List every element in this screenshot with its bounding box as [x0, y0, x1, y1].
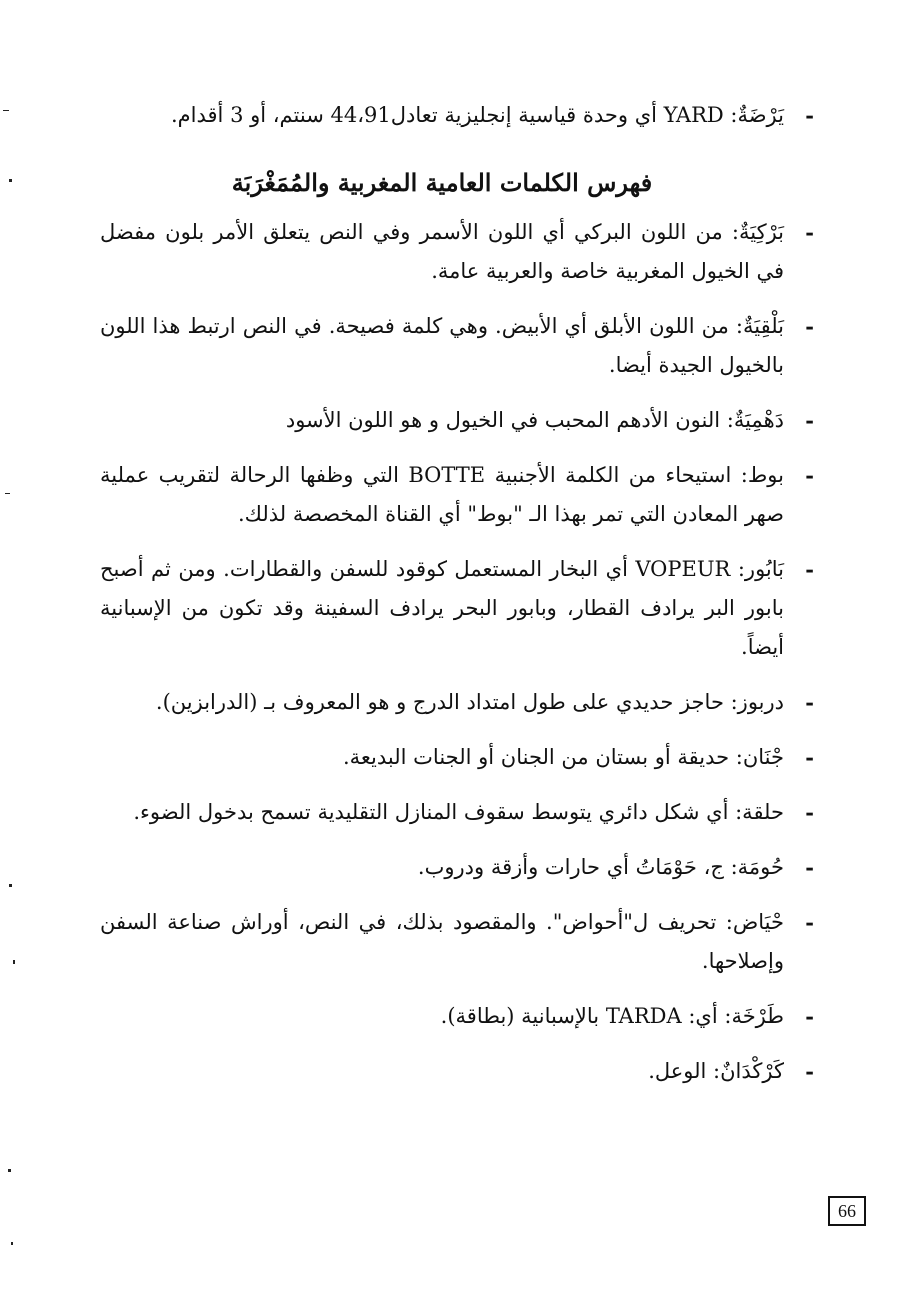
glossary-entry: [100, 793, 814, 832]
scan-speck: [11, 1242, 13, 1245]
entry-text: دربوز: حاجز حديدي على طول امتداد الدرج و هو المعروف بـ (الدرابزين).: [155, 690, 784, 714]
entry-text: كَرْكْدَانٌ: الوعل.: [648, 1059, 784, 1083]
entry-text: بوط: استيحاء من الكلمة الأجنبية BOTTE التي وظفها الرحالة لتقريب عملية صهر المعادن التي تمر بهذا الـ "بوط" أي القناة المخصصة لذلك.: [100, 463, 784, 526]
scan-speck: [3, 110, 9, 111]
entry-dash: -: [805, 557, 814, 582]
glossary-entry: [100, 1052, 814, 1091]
entry-text: بَلْقِيَةٌ: من اللون الأبلق أي الأبيض. وهي كلمة فصيحة. في النص ارتبط هذا اللون بالخيول الجيدة أيضا.: [100, 314, 784, 377]
glossary-entry: [100, 738, 814, 777]
entry-dash: -: [805, 855, 814, 880]
entry-dash: -: [805, 408, 814, 433]
glossary-entry-yarda: [100, 96, 814, 135]
entry-dash: -: [805, 1004, 814, 1029]
glossary-entry: [100, 456, 814, 534]
entry-text: بَرْكِيَةٌ: من اللون البركي أي اللون الأسمر وفي النص يتعلق الأمر بلون مفضل في الخيول المغربية خاصة والعربية عامة.: [100, 220, 784, 283]
entry-text: جْنَان: حديقة أو بستان من الجنان أو الجنات البديعة.: [342, 745, 784, 769]
glossary-entry: [100, 848, 814, 887]
scan-speck: [8, 1169, 11, 1172]
entry-dash: -: [805, 314, 814, 339]
page-number: 66: [828, 1196, 866, 1226]
scan-speck: [5, 493, 10, 494]
entries-container: [100, 96, 814, 1107]
entry-text: حْيَاض: تحريف ل"أحواض". والمقصود بذلك، في النص، أوراش صناعة السفن وإصلاحها.: [100, 910, 784, 973]
entry-dash: -: [805, 1059, 814, 1084]
section-heading: فهرس الكلمات العامية المغربية والمُمَغْرَبَة: [231, 168, 653, 197]
scan-speck: [13, 960, 15, 964]
glossary-entry: [100, 307, 814, 385]
glossary-entry: [100, 683, 814, 722]
entry-text: حُومَة: ج، حَوْمَاتُ أي حارات وأزقة ودروب.: [417, 855, 784, 879]
scan-speck: [9, 884, 12, 887]
glossary-entry: [100, 213, 814, 291]
entry-text: بَابُور: VOPEUR أي البخار المستعمل كوقود للسفن والقطارات. ومن ثم أصبح بابور البر يرادف القطار، وبابور البحر يرادف السفينة وقد تكون من الإسبانية أيضاً.: [100, 557, 784, 659]
glossary-entry: [100, 903, 814, 981]
glossary-entry: [100, 401, 814, 440]
glossary-entry: [100, 997, 814, 1036]
entry-text: حلقة: أي شكل دائري يتوسط سقوف المنازل التقليدية تسمح بدخول الضوء.: [133, 800, 784, 824]
glossary-entry: [100, 550, 814, 667]
entry-text: دَهْمِيَةٌ: النون الأدهم المحبب في الخيول و هو اللون الأسود: [285, 408, 784, 432]
entry-dash: -: [805, 690, 814, 715]
scan-speck: [9, 179, 12, 182]
entry-dash: -: [805, 800, 814, 825]
entry-text: طَرْخَة: أي: TARDA بالإسبانية (بطاقة).: [440, 1004, 784, 1028]
entry-dash: -: [805, 463, 814, 488]
entry-dash: -: [805, 745, 814, 770]
entry-text: يَرْضَةٌ: YARD أي وحدة قياسية إنجليزية تعادل44،91 سنتم، أو 3 أقدام.: [170, 103, 784, 127]
entry-dash: -: [805, 103, 814, 128]
entry-dash: -: [805, 910, 814, 935]
entry-dash: -: [805, 220, 814, 245]
